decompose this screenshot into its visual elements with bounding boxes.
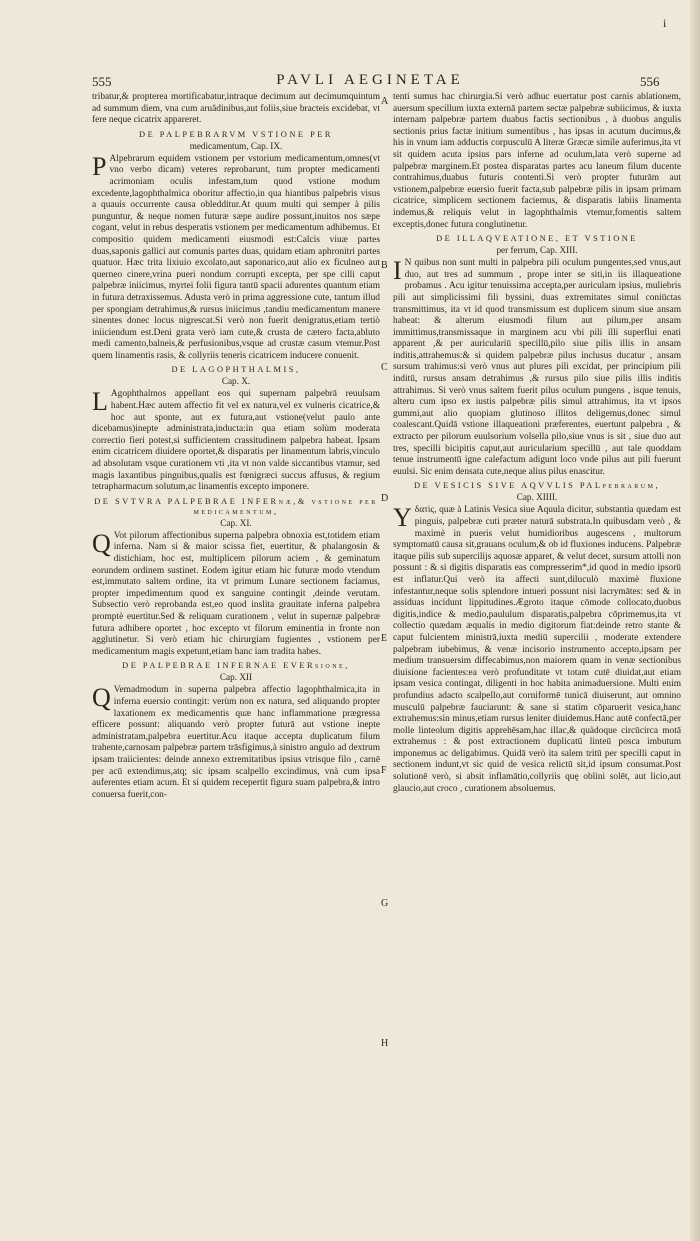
margin-letter-c: C [381,362,388,373]
drop-cap: I [393,256,402,286]
running-head: PAVLI AEGINETAE [276,72,464,88]
drop-cap: Q [92,528,111,558]
right-column [393,92,681,795]
paragraph: Vot pilorum affectionibus superna palpebra obnoxia est,totidem etiam inferna. Nam si & maior scissa fiet, euertitur, & phalangosin & distichiam, hoc est, multiplicem pilorum aciem , & geminatum eorundem ordinem sustinet. Eodem igitur etiam hic futuræ modo vtendum est,immutato saltem ordine, ita vt primum Lunare sectionem faciamus, propter impedimentum quod ex sanguine contingit ,deinde verutam. Subsectio verò reprobanda est,eo quod inslita grauitate inferna palpebra promptè euertitur.Sed & reliquam curationem , velut in supernæ palpebræ futura adhibere oportet , hoc excepto vt filorum eminentia in fronte non agglutinetur. Si verò etiam hic chirurgiam fugientes , vstionem per medicamentum magis expetunt,etiam hanc iam tradita habes. [92,530,380,657]
section-heading: DE ILLAQVEATIONE, ET VSTIONE [436,234,638,244]
chapter-label: per ferrum, Cap. XIII. [496,245,578,256]
page-number-right: 556 [640,74,660,89]
drop-cap: Q [92,683,111,713]
page-number-left: 555 [92,74,112,89]
margin-letter-g: G [381,898,389,909]
drop-cap: Y [393,503,412,533]
paragraph: δατὶς, quæ à Latinis Vesica siue Aquula dicitur, substantia quædam est pinguis, palpebræ cuti præter naturā substrata.In quibusdam verò , & maximè in pueris velut humidioribus augescens , multorum symptomatū causa sit,grauans oculum,& ob id fluxiones inducens. Palpebræ itaque pilis sub supercilijs aquosæ apparet, & velut decet, sursum attolli non possunt : & si digitis disparatis eas compresserim*,id quod in medio ipsorū est inflatur.Qui verò ita affecti sunt,diluculò maximè fluxione infestantur,neque solis splendore intueri possunt nisi lacrymātes: sed & in assiduas incidunt lippitudines.Ægroto itaque cōmode collocato,duobus digitis,indice & medio,paululum disparatis,palpebra cōprimemus,ita vt collectio quædam æqualis in medio digitorum fiat:deinde retro stante & caput fulcientem ministrā,iuxta mediū supercilii , moderate extendere palpebram iubebimus, & venæ incisorio instrumento accepto,ipsam per medium transuersim diffecabimus,non maiorem quam in venæ sectionibus diuisione facientes:ea verò profunditate vt totam cutē diuidat,aut etiam ipsam vesica contingat, diligenti in hoc habita animaduersione. Multi enim profundius adacto scalpello,aut corniformē tunicā diuiserunt, aut omnino musculū palpebræ fauciarunt: & sane si statim cōparuerit vesica,hanc extrahemus:sin minus,etiam rursus leniter diuidemus.Hanc autē confectā,per molle linteolum digitis apprehēsam,hac illac,& quàdoque circūcirca motā extrahemus : & post extractionem duplicatū linteū posca imbutum imponemus ac deligabimus. Quidā verò ita salem tritū per specilli caput in sectionem indunt,vt sic quid de vesica relictū sit,id ipsum consumat.Post solutionē verò, si absit inflamātio,collyriis quę oblini solēt, aut licio,aut glaucio,aut croco , curationem absoluemus. [393,505,681,794]
chapter-label: Cap. XIIII. [516,492,558,503]
section-heading: DE LAGOPHTHALMIS, [171,365,301,375]
paragraph: tribatur,& propterea mortificabatur,intraque decimum aut decimumquintum ad summum diem, vna cum aruădinibus,aut foliis,siue bracteis excidebat, vt fere neque cicatrix appareret. [92,92,380,126]
paragraph: N quibus non sunt multi in palpebra pili oculum pungentes,sed vnus,aut duo, aut tres ad summum , prope inter se siti,in iis illaqueatione probamus . Acu igitur tenuissima accepta,per auriculam ipsius, muliebris pili aut simplicissimi fili byssini, duas extremitates simul coniūctas transmittimus, ita vt id quod transmissum est duplicem sinum siue ansam habeat: & alterum eiusmodi filum aut pilum,per ansam immittimus,transmissaque in marginem acu vbi pili illi superflui enati apparent ,& per auriculariū specillū,pilo siue pilis illis in ansam inditis,attrahemus:& si quidem palpebræ pilus inclusus ducatur , ansam sursum trahimus:si verò vnus aut plures pili excidat, per principium pili inditū, rursus ansam detrahimus ,& rursus pilo siue pilis illis inditis attrahimus. Si verò vnus saltem fuerit pilus oculum pungens , isque tenuis, alteru cum ipso ex iustis palpebræ pilis simul attrahimus, ita vt ipsos gummi,aut alio quopiam glutinoso illitos deligemus,donec simul coalescant.Quidā vstione illaqueationi præferentes, euertunt palpebra , & extracto per pilorum euulsorium volsella pilo,siue vnus is sit , siue duo aut tres, specilli bicipitis caput,aut auricularium specillū , aut tale quoddam tenue instrumentū igne calefactum adigunt loco vnde pilus aut pili fuerunt euulsi. Sic enim densata cute,neque alius pilus enascitur. [393,258,681,477]
margin-letter-f: F [381,765,387,776]
paragraph: Vemadmodum in superna palpebra affectio lagophthalmica,ita in inferna euersio contingit: verùm non ex natura, sed aliquando propter laxationem ex medicamentis quæ hanc inflammatione prægressa efficere possunt: aliquando verò propter futurā aut vstione inepte administratam,palpebra euertitur.Acu itaque accepta duplicatum filum trahente,carnosam palpebræ partem trāsfigimus,à sinistro angulo ad dextrum ipsam traiicientes: deinde annexo extremitatibus ipsius vtrisque filo , carnē per acū extendimus,atq; sic ipsam scalpello excindimus, vnà cum ipsa auferentes etiam acum. Et si quidem recepertit figura suam palpebra,& intro conuersa fuerit,con- [92,685,380,800]
margin-letter-b: B [381,260,388,271]
chapter-label: Cap. XII [219,672,253,683]
section-heading: DE PALPEBRAE INFERNAE EVERsione, [122,661,350,671]
corner-mark: i [663,16,667,30]
paragraph: Alpebrarum equidem vstionem per vstorium medicamentum,omnes(vt vno verbo dicam) veteres reprobarunt, tum propter medicamenti acrimoniam oculis infestam,tum quod vstione modum excedente,lagophthalmica oboritur affectio,in qua hiantibus palpebris visus a quauis occurrente causa obledditur.At quum multi qui semper à pilis punguntur, & neque nomen futuræ sæpe audire possunt,inuitos nos sæpe cogant, velut in rebus desperatis vstionem per medicamentum adhibemus. Et compositio quidem medicamenti eiusmodi est:Calcis viuæ partes duas,saponis gallici aut comunis partes duas, quidam etiam aphronitri partes quatuor. Hæc trita lixiuio excolato,aut saponarico,aut alio ex ficulneo aut querneo cinere,vrina pueri nondum corrupti excepta, per spe cilli caput palpebræ iniicimus, myrtei folii figura tantū spacii adurentes quantum etiam in futura detraxissemus. Adusta verò in prima aggressione cute, tantum illud per spongiam detrahimus,& rursus iniicimus ,tandiu medicamentum manere sinentes donec locus nigrescat.Si verò non fuerit denigratus,etiam tertiò iniiciendum est.Deni grata verò iam cute,& crusta de cætero facta,abluto medi camento,balneis,& perfusionibus,vsque ad crustæ casum vtemur.Post quem linamentis rasis, & collyriis teneris cicatricem inducere conuenit. [92,153,380,361]
book-gutter [690,0,700,1241]
chapter-label: medicamentum, Cap. IX. [189,140,283,151]
paragraph: Agophthalmos appellant eos qui supernam palpebrā reuulsam habent.Hæc autem affectio fit vel ex natura,vel ex vulneris cicatrice,& hoc aut sponte, aut ex futura,aut vstione(velut paulo ante dicebamus)inepte administrata,inducta:in qua etiam solùm moderata correctio fieri potest,si sufficientem crassitudinem palpebra habeat. Ipsam enim cicatricem diuidere oportet,& disparatis per linamentum labris,vinculo ad absolutam vsque curationem vti ,ita vt non valde siccantibus vtamur, sed magis laxantibus pinguibus,qualis est fœnigræci succus affusus, & regium tetrapharmacum solutum,ac linamentis excepto imponere. [92,389,380,493]
paragraph: tenti sumus hac chirurgia.Si verò adhuc euertatur post carnis ablationem, auersum specillum iuxta externā partem sectæ palpebræ subiicimus, & iuxta internam palpebræ partem duabus factis sectionibus , à duobus angulis sectionis prius factæ initium sumentibus , has ipsas in acutum ducimus,& his in vnum iam adductis corpusculū A literæ Græcæ simile auferimus,ita vt sit quidem acuta ipsius pars inferne ad oculum,lata verò superne ad palpebræ marginem.Et postea disparatas partes acu laneum filum ducente contrahimus,duabus futuris contenti.Si verò propter futurām aut vstionem,palpebræ euersio fuerit facta,sub palpebræ pilis in ipsam primam cicatrice, simplicem sectionem faciemus, & disparatis labiis linamenta indemus,& reliquis velut in lagophthalmis vtemur,fomentis saltem exceptis,donec futura conglutinetur. [393,92,681,230]
margin-letter-h: H [381,1038,389,1049]
margin-letter-a: A [381,96,389,107]
chapter-label: Cap. XI. [220,517,252,528]
section-heading: DE SVTVRA PALPEBRAE INFERnæ,& vstione per medicamentum, [94,496,378,516]
chapter-label: Cap. X. [221,376,251,387]
drop-cap: P [92,151,107,181]
section-heading: DE VESICIS SIVE AQVVLIS PALpebrarum, [413,481,661,491]
margin-letter-d: D [381,493,389,504]
left-column [92,92,380,801]
margin-letter-e: E [381,633,388,644]
drop-cap: L [92,387,108,417]
section-heading: DE PALPEBRARVM VSTIONE PER [139,129,333,139]
